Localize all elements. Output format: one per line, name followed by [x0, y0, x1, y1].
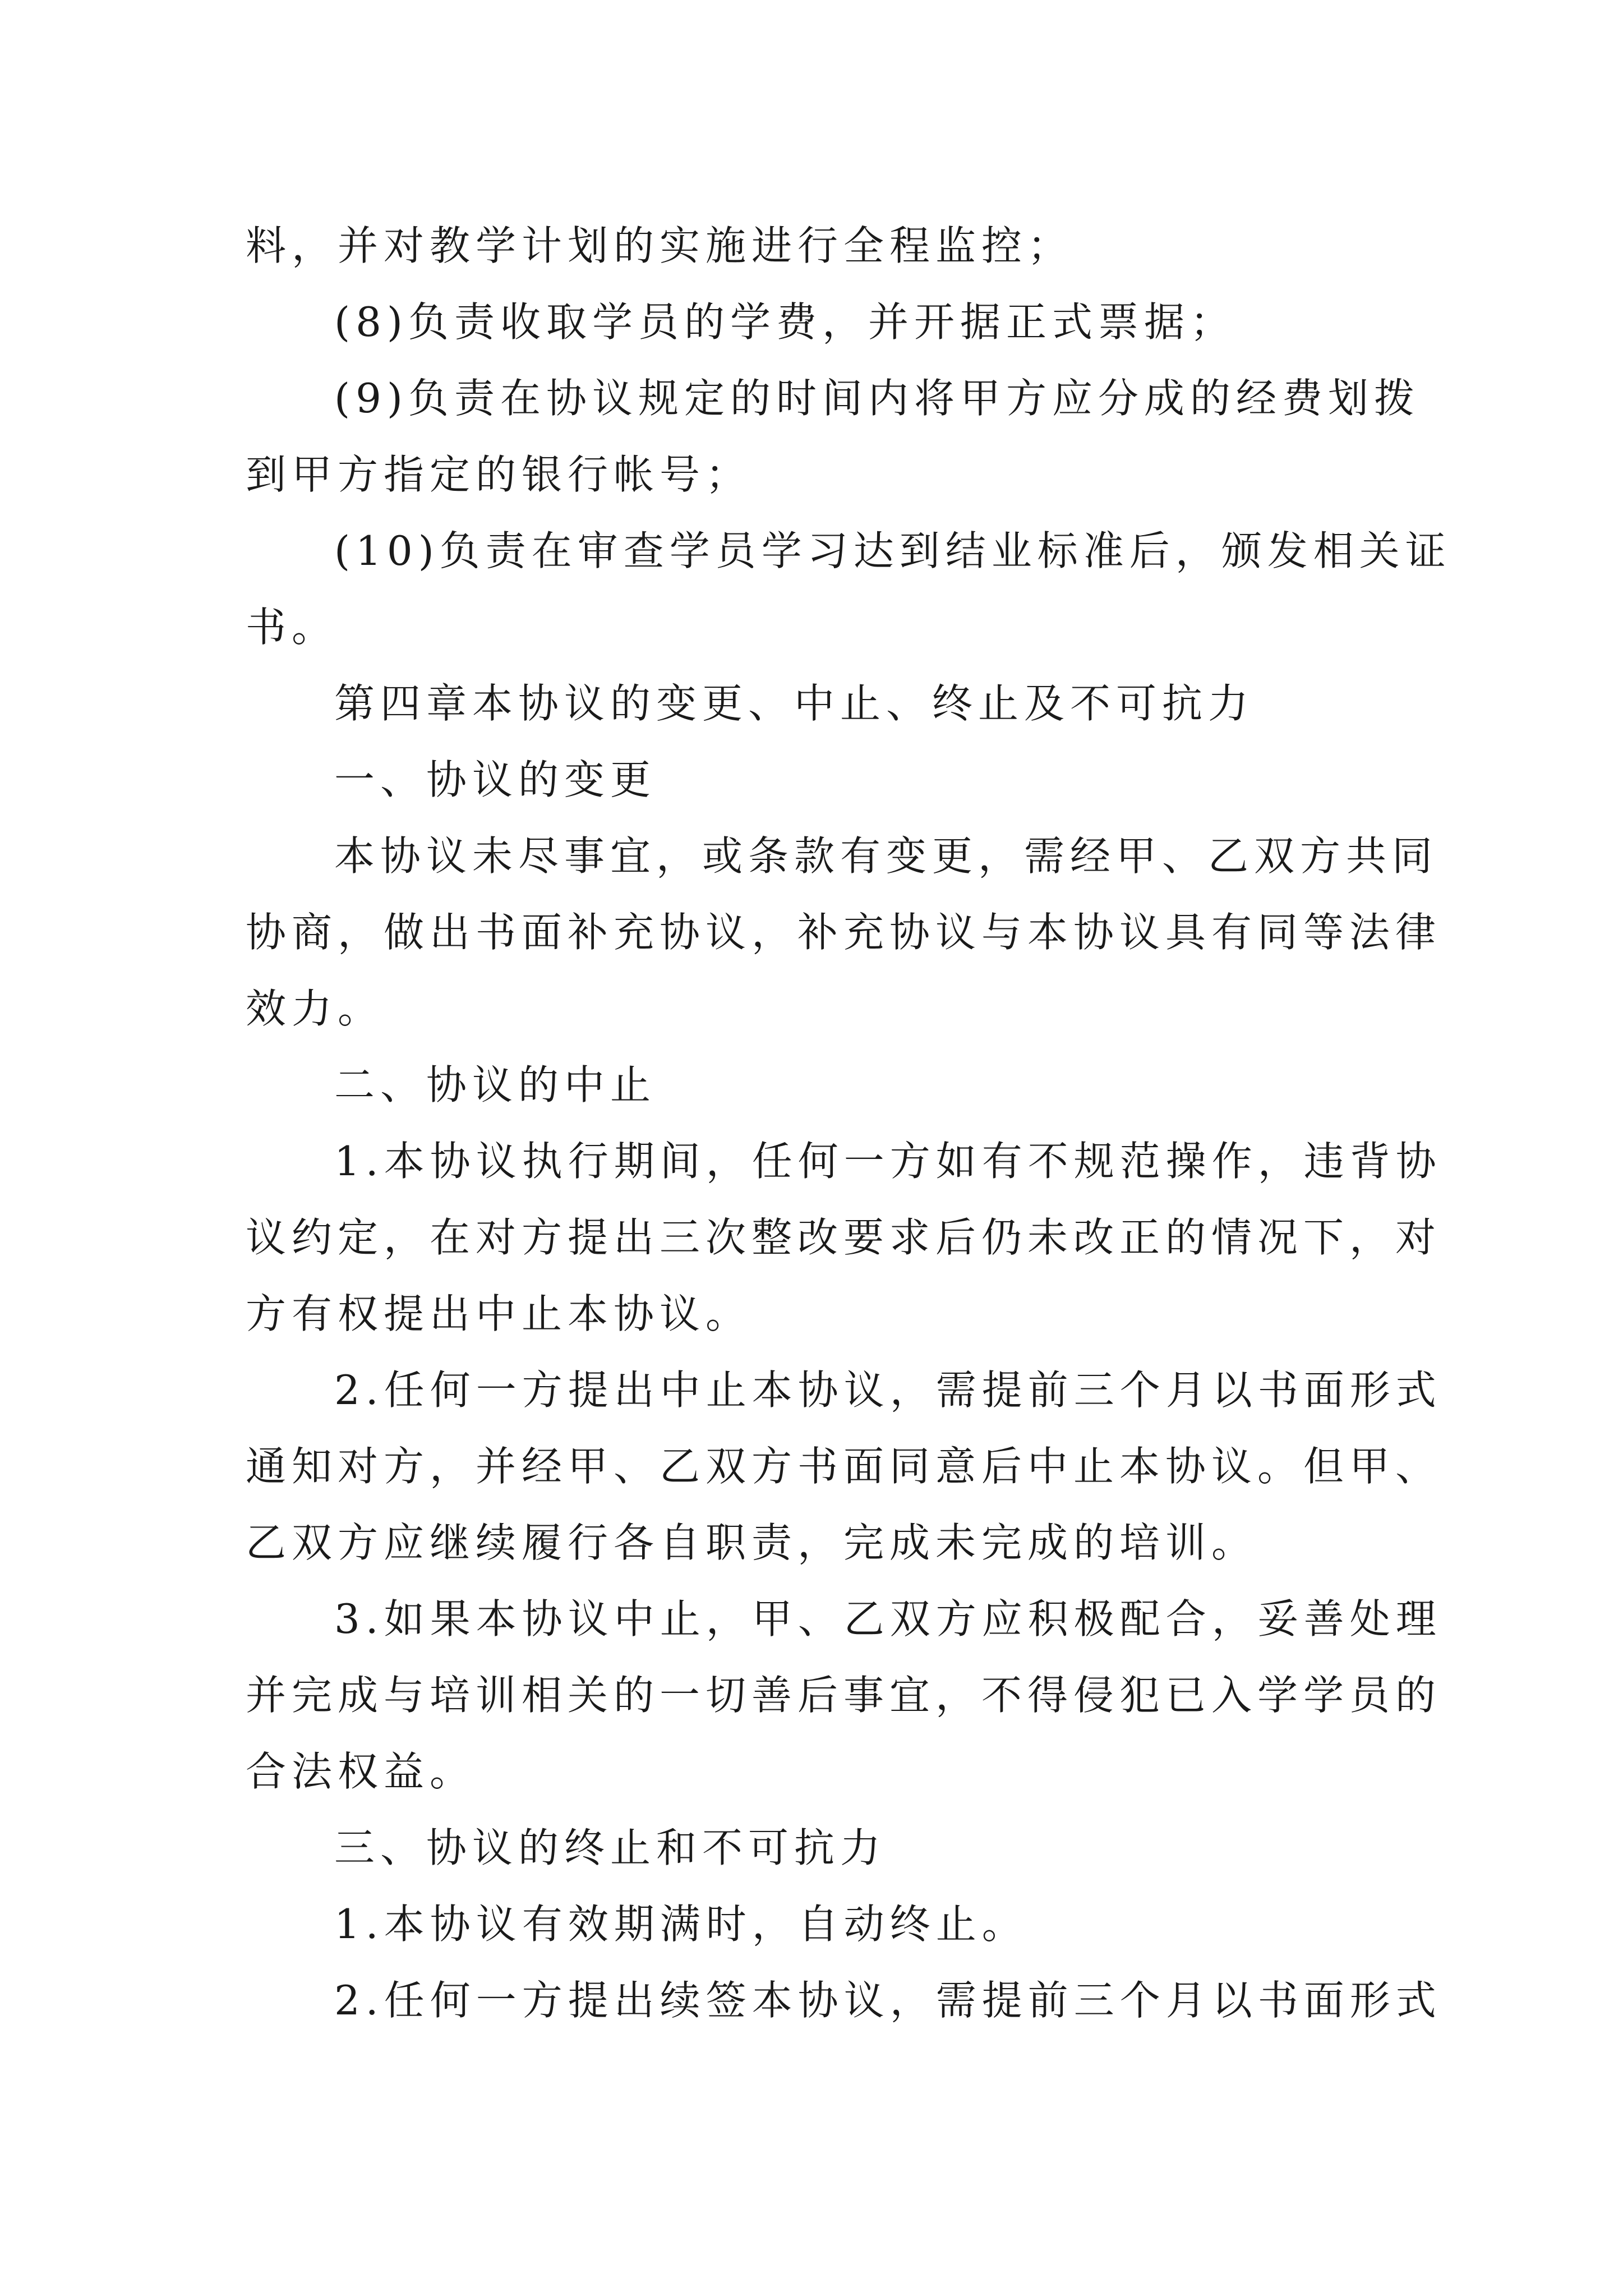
text-line: 协商，做出书面补充协议，补充协议与本协议具有同等法律 [246, 909, 1442, 956]
text-line: 料，并对教学计划的实施进行全程监控； [246, 222, 1074, 269]
text-line: 合法权益。 [246, 1748, 476, 1795]
text-line: 2.任何一方提出中止本协议，需提前三个月以书面形式 [334, 1366, 1442, 1414]
text-line: 乙双方应继续履行各自职责，完成未完成的培训。 [246, 1519, 1258, 1566]
text-line: 书。 [246, 604, 338, 651]
section-heading: 二、协议的中止 [334, 1061, 657, 1108]
text-line: 并完成与培训相关的一切善后事宜，不得侵犯已入学学员的 [246, 1672, 1442, 1719]
text-line: 2.任何一方提出续签本协议，需提前三个月以书面形式 [334, 1977, 1442, 2024]
text-line: 方有权提出中止本协议。 [246, 1290, 752, 1337]
text-line: 通知对方，并经甲、乙双方书面同意后中止本协议。但甲、 [246, 1443, 1442, 1490]
text-line: 1.本协议有效期满时，自动终止。 [334, 1901, 1028, 1948]
text-line: (10)负责在审查学员学习达到结业标准后，颁发相关证 [334, 527, 1451, 574]
text-line: 1.本协议执行期间，任何一方如有不规范操作，违背协 [334, 1138, 1442, 1185]
text-line: 效力。 [246, 985, 384, 1032]
section-heading: 一、协议的变更 [334, 756, 657, 803]
text-line: 3.如果本协议中止，甲、乙双方应积极配合，妥善处理 [334, 1595, 1442, 1642]
section-heading: 三、协议的终止和不可抗力 [334, 1824, 887, 1871]
document-body [246, 208, 1451, 2039]
chapter-heading: 第四章本协议的变更、中止、终止及不可抗力 [334, 680, 1255, 727]
text-line: (8)负责收取学员的学费，并开据正式票据； [334, 298, 1236, 346]
text-line: (9)负责在协议规定的时间内将甲方应分成的经费划拨 [334, 375, 1420, 422]
text-line: 本协议未尽事宜，或条款有变更，需经甲、乙双方共同 [334, 832, 1438, 880]
text-line: 到甲方指定的银行帐号； [246, 451, 752, 498]
text-line: 议约定，在对方提出三次整改要求后仍未改正的情况下，对 [246, 1214, 1442, 1261]
